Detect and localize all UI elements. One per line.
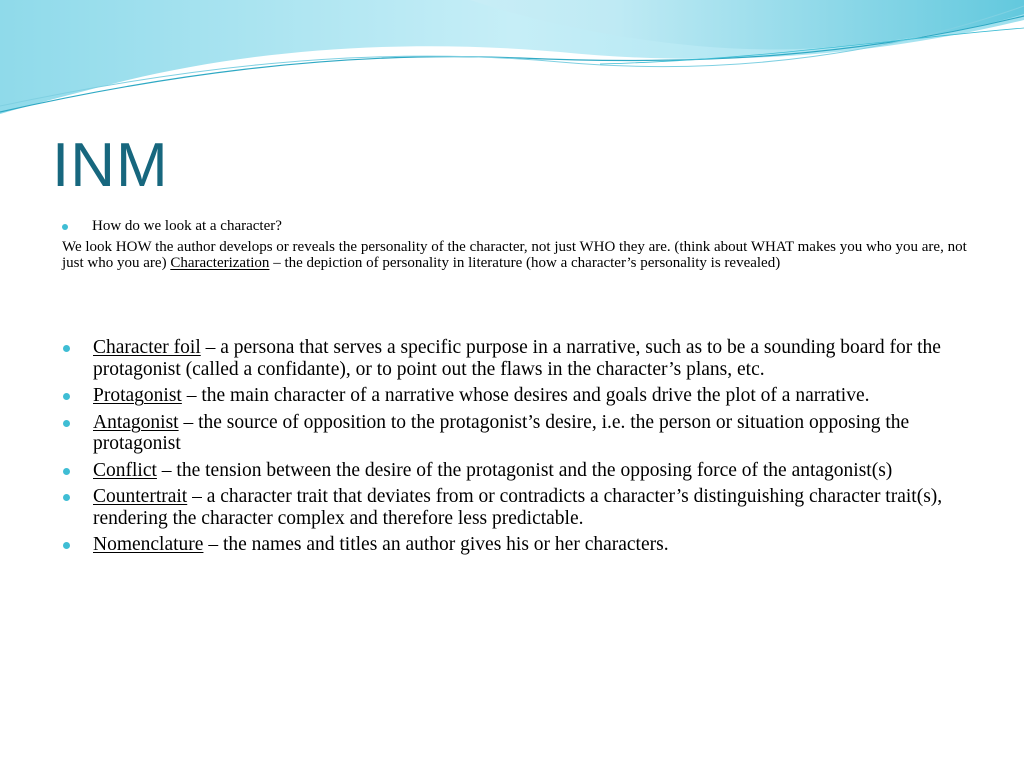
round-bullet-icon [63,468,70,475]
term-definition: – the tension between the desire of the protagonist and the opposing force of the antagonist(s) [156,459,893,481]
term-definition: – the source of opposition to the protagonist’s desire, i.e. the person or situation opposing the protagonist [93,411,910,454]
round-bullet-icon [63,542,70,549]
term-protagonist: Protagonist [93,385,182,406]
intro-paragraph [62,239,972,271]
header-wave-decoration [0,0,1024,140]
term-character-foil: Character foil [93,337,201,358]
round-bullet-icon [63,494,70,501]
round-bullet-icon [63,393,70,400]
list-item [62,385,972,407]
characterization-term: Characterization [170,255,270,271]
intro-bullet-item [62,218,972,234]
term-definition: – the main character of a narrative whose desires and goals drive the plot of a narrative. [181,385,870,406]
term-antagonist: Antagonist [93,411,179,433]
term-conflict: Conflict [93,459,157,481]
intro-paragraph-text: We look HOW the author develops or reveals the personality of the character, not just WHO they are. (think about WHAT makes you who you are, not just who you are) [62,239,967,271]
round-bullet-icon [62,224,68,230]
round-bullet-icon [63,420,70,427]
characterization-definition: – the depiction of personality in literature (how a character’s personality is revealed) [269,255,781,271]
slide-title: INM [52,131,169,200]
term-countertrait: Countertrait [93,486,188,507]
list-item [62,412,972,455]
list-item [62,534,972,556]
term-definition: – a character trait that deviates from or contradicts a character’s distinguishing character trait(s), rendering the character complex and therefore less predictable. [93,486,943,529]
term-definition: – a persona that serves a specific purpose in a narrative, such as to be a sounding board for the protagonist (called a confidante), or to point out the flaws in the character’s plans, etc. [93,337,941,380]
intro-block [62,218,972,271]
term-nomenclature: Nomenclature [93,534,204,555]
round-bullet-icon [63,345,70,352]
list-item [62,486,972,529]
intro-bullet-text: How do we look at a character? [92,218,282,234]
term-definition: – the names and titles an author gives his or her characters. [203,534,669,555]
list-item [62,460,972,482]
terms-list [62,337,972,561]
list-item [62,337,972,380]
